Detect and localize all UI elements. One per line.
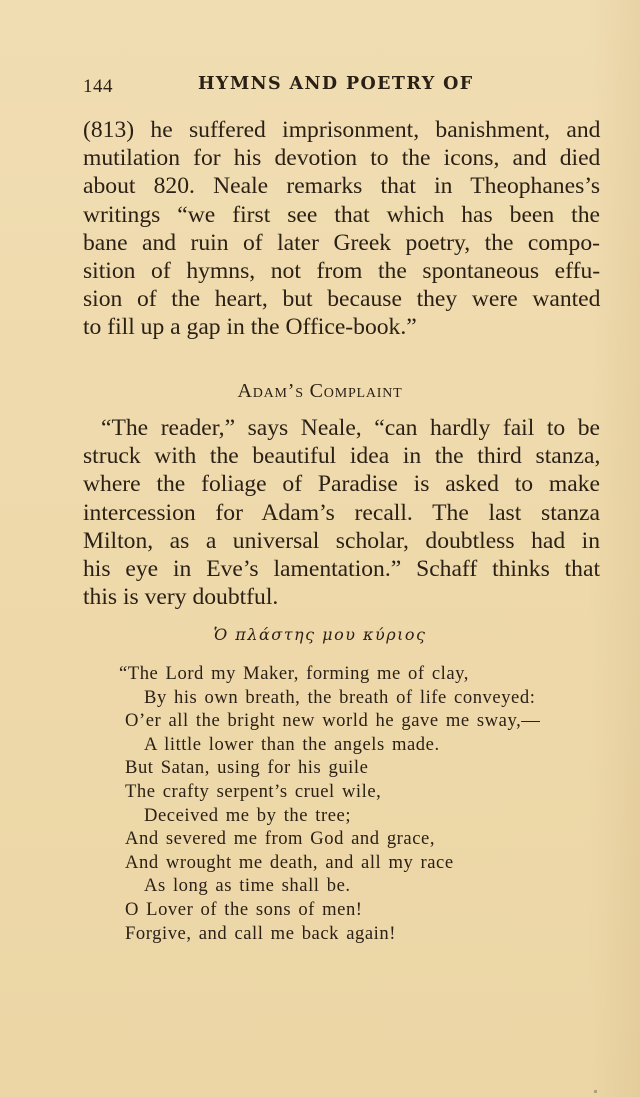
verse-line: A little lower than the angels made. (144, 733, 440, 755)
text-line: to fill up a gap in the Office-book.” (83, 314, 417, 341)
hymn-verse (119, 662, 585, 945)
verse-line: By his own breath, the breath of life conveyed: (144, 686, 536, 708)
verse-line: O Lover of the sons of men! (125, 898, 363, 920)
text-line: sition of hymns, not from the spontaneous effu- (83, 257, 601, 284)
page-number: 144 (83, 76, 113, 97)
verse-line: And wrought me death, and all my race (125, 851, 454, 873)
text-line: intercession for Adam’s recall. The last stanza (83, 499, 600, 526)
text-line: bane and ruin of later Greek poetry, the compo- (83, 229, 600, 256)
verse-line: But Satan, using for his guile (125, 757, 369, 779)
text-line: (813) he suffered imprisonment, banishment, and (83, 117, 601, 143)
verse-line: As long as time shall be. (144, 875, 351, 897)
text-line: “The reader,” says Neale, “can hardly fail to be (101, 415, 600, 441)
paragraph-theophanes (83, 116, 600, 342)
verse-line: And severed me from God and grace, (125, 828, 436, 850)
scan-artifact (594, 1090, 597, 1093)
verse-line: Deceived me by the tree; (144, 804, 352, 826)
running-head (83, 74, 603, 100)
verse-line: The crafty serpent’s cruel wile, (125, 780, 382, 802)
text-line: his eye in Eve’s lamentation.” Schaff thinks that (83, 555, 600, 582)
verse-line: Forgive, and call me back again! (125, 922, 396, 944)
section-heading: Adam’s Complaint (237, 380, 403, 402)
text-line: this is very doubtful. (83, 584, 279, 611)
text-line: about 820. Neale remarks that in Theophanes’s (83, 173, 600, 200)
text-line: writings “we first see that which has been the (83, 201, 600, 228)
verse-line: O’er all the bright new world he gave me sway,— (125, 710, 541, 732)
verse-line: “The Lord my Maker, forming me of clay, (119, 663, 469, 684)
text-line: struck with the beautiful idea in the third stanza, (83, 443, 601, 470)
text-line: Milton, as a universal scholar, doubtless had in (83, 527, 600, 554)
hymn-greek-title: Ὁ πλάστης μου κύριος (213, 625, 427, 644)
text-line: sion of the heart, but because they were wanted (83, 286, 601, 313)
text-line: where the foliage of Paradise is asked to make (83, 471, 600, 498)
running-title: HYMNS AND POETRY OF (198, 74, 474, 94)
paragraph-neale-quote (83, 414, 600, 611)
text-line: mutilation for his devotion to the icons, and died (83, 145, 601, 172)
